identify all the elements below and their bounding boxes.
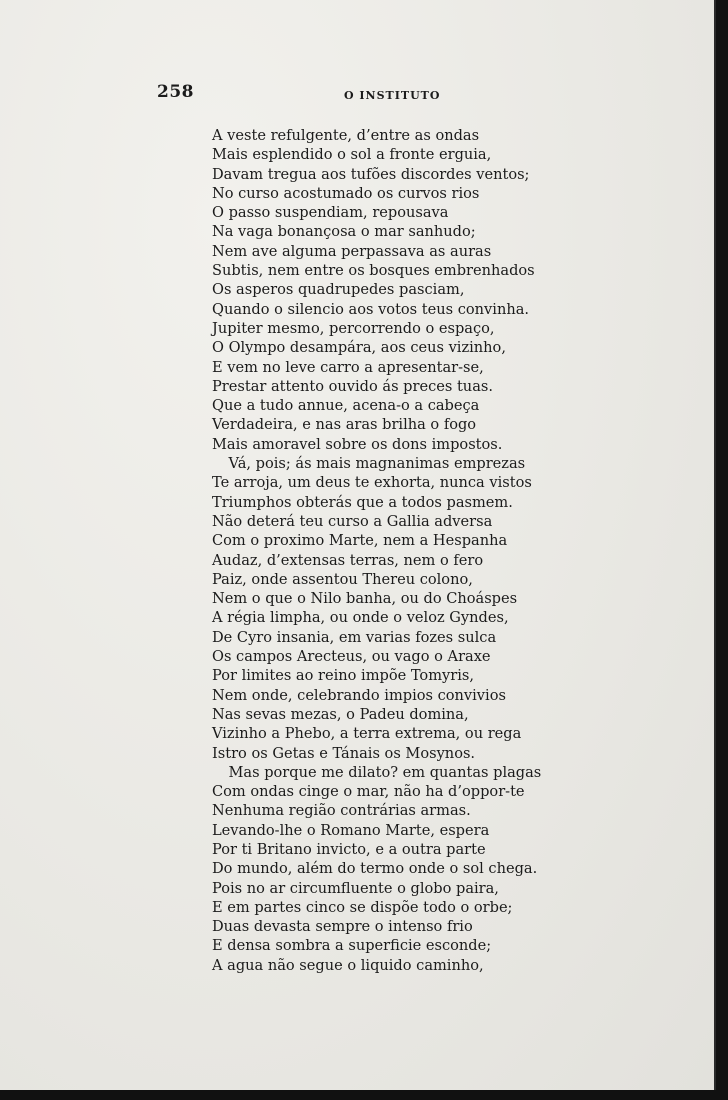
poem-line: A agua não segue o liquido caminho, [212,955,484,974]
poem-line: Na vaga bonançosa o mar sanhudo; [212,222,476,241]
scan-edge-right [716,0,728,1100]
poem-line: A régia limpha, ou onde o veloz Gyndes, [212,608,509,627]
poem-line: O passo suspendiam, repousava [212,203,449,222]
poem-line: Por ti Britano invicto, e a outra parte [212,839,486,858]
poem-line: Não deterá teu curso a Gallia adversa [212,511,493,530]
poem-line: Nem onde, celebrando impios convivios [212,685,506,704]
poem-line: Audaz, d’extensas terras, nem o fero [212,550,484,569]
poem-line: Os asperos quadrupedes pasciam, [212,280,465,299]
poem-line: Jupiter mesmo, percorrendo o espaço, [212,318,495,337]
poem-text [212,126,552,975]
poem-line: Paiz, onde assentou Thereu colono, [212,569,473,588]
poem-line: Por limites ao reino impõe Tomyris, [212,666,474,685]
poem-line: Davam tregua aos tufões discordes ventos; [212,164,530,183]
poem-line: Nem o que o Nilo banha, ou do Choáspes [212,589,518,608]
poem-line: Triumphos obterás que a todos pasmem. [212,492,513,511]
poem-line: O Olympo desampára, aos ceus vizinho, [212,338,506,357]
poem-line: Os campos Arecteus, ou vago o Araxe [212,647,491,666]
poem-line: Te arroja, um deus te exhorta, nunca vistos [212,473,532,492]
poem-line: De Cyro insania, em varias fozes sulca [212,627,497,646]
poem-line: No curso acostumado os curvos rios [212,183,480,202]
scan-edge-bottom [0,1090,728,1100]
poem-line: Nas sevas mezas, o Padeu domina, [212,704,469,723]
poem-line: Vá, pois; ás mais magnanimas emprezas [228,454,526,473]
poem-line: Prestar attento ouvido ás preces tuas. [212,376,493,395]
poem-line: Nenhuma região contrárias armas. [212,801,471,820]
poem-line: Quando o silencio aos votos teus convinha. [212,299,530,318]
poem-line: E vem no leve carro a apresentar-se, [212,357,484,376]
poem-line: A veste refulgente, d’entre as ondas [212,126,480,144]
poem-line: Com ondas cinge o mar, não ha d’oppor-te [212,782,525,801]
running-title: O INSTITUTO [344,89,441,102]
page-number: 258 [157,82,194,102]
poem-line: Mais esplendido o sol a fronte erguia, [212,145,492,164]
poem-line: Com o proximo Marte, nem a Hespanha [212,531,508,550]
poem-line: Do mundo, além do termo onde o sol chega. [212,859,538,878]
poem-line: Que a tudo annue, acena-o a cabeça [212,396,480,415]
poem-line: Verdadeira, e nas aras brilha o fogo [212,415,477,434]
poem-line: Duas devasta sempre o intenso frio [212,917,473,936]
poem-line: Vizinho a Phebo, a terra extrema, ou rega [212,724,522,743]
poem-line: Nem ave alguma perpassava as auras [212,241,492,260]
poem-line: Subtis, nem entre os bosques embrenhados [212,261,535,280]
poem-line: E densa sombra a superficie esconde; [212,936,492,955]
poem-line: Mais amoravel sobre os dons impostos. [212,434,503,453]
poem-line: E em partes cinco se dispõe todo o orbe; [212,897,513,916]
poem-line: Istro os Getas e Tánais os Mosynos. [212,743,476,762]
poem-line: Pois no ar circumfluente o globo paira, [212,878,499,897]
poem-line: Levando-lhe o Romano Marte, espera [212,820,490,839]
poem-line: Mas porque me dilato? em quantas plagas [228,762,542,781]
